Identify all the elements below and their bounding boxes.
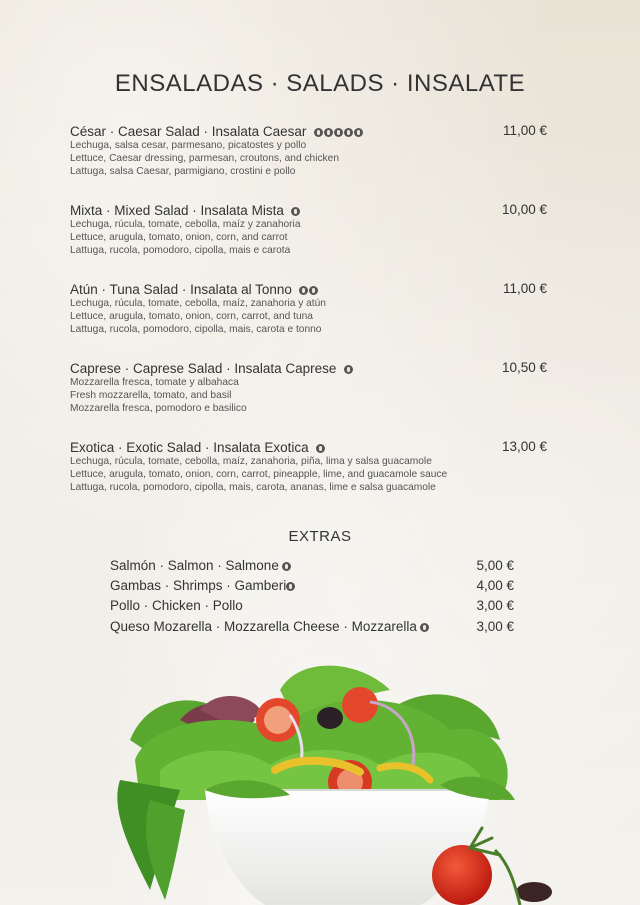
extra-item-name: Gambas · Shrimps · Gamberi [110, 578, 287, 593]
allergen-icons [420, 620, 430, 635]
menu-item-atun [70, 281, 550, 336]
allergen-icon [324, 128, 333, 137]
description-es: Lechuga, salsa cesar, parmesano, picatostes y pollo [70, 140, 307, 151]
menu-item-exotica [70, 439, 550, 494]
description-en: Lettuce, Caesar dressing, parmesan, croutons, and chicken [70, 153, 339, 164]
menu-item-price: 10,00 € [501, 202, 547, 217]
allergen-icons [291, 203, 301, 221]
description-es: Mozzarella fresca, tomate y albahaca [70, 377, 239, 388]
menu-item-name: César · Caesar Salad · Insalata Caesar [70, 124, 307, 139]
allergen-icon [286, 582, 295, 591]
extra-item-salmon [110, 558, 514, 576]
extra-item-price: 5,00 € [476, 558, 514, 573]
extra-item-price: 3,00 € [476, 619, 514, 634]
allergen-icon [334, 128, 343, 137]
menu-item-price: 10,50 € [501, 360, 547, 375]
description-en: Lettuce, arugula, tomato, onion, corn, carrot, and tuna [70, 311, 313, 322]
menu-item-name: Exotica · Exotic Salad · Insalata Exotica [70, 440, 309, 455]
allergen-icons [344, 361, 354, 379]
allergen-icon [316, 444, 325, 453]
allergen-icons [286, 579, 296, 594]
allergen-icon [354, 128, 363, 137]
extra-item-name: Pollo · Chicken · Pollo [110, 598, 243, 613]
extra-item-gambas [110, 578, 514, 596]
page-title: ENSALADAS · SALADS · INSALATE [114, 70, 526, 97]
menu-item-mixta [70, 202, 550, 257]
extra-item-name: Salmón · Salmon · Salmone [110, 558, 279, 573]
menu-item-price: 11,00 € [502, 123, 547, 138]
description-it: Lattuga, rucola, pomodoro, cipolla, mais, carota, ananas, lime e salsa guacamole [70, 482, 436, 493]
menu-item-price: 11,00 € [502, 281, 547, 296]
description-es: Lechuga, rúcula, tomate, cebolla, maíz, zanahoria y atún [70, 298, 326, 309]
menu-item-name: Mixta · Mixed Salad · Insalata Mista [70, 203, 284, 218]
description-en: Lettuce, arugula, tomato, onion, corn, and carrot [70, 232, 288, 243]
allergen-icon [420, 623, 429, 632]
salad-bowl-image [0, 650, 640, 905]
allergen-icon [344, 128, 353, 137]
menu-item-price: 13,00 € [501, 439, 547, 454]
allergen-icon [291, 207, 300, 216]
allergen-icon [309, 286, 318, 295]
description-es: Lechuga, rúcula, tomate, cebolla, maíz y zanahoria [70, 219, 301, 230]
description-en: Lettuce, arugula, tomato, onion, corn, carrot, pineapple, lime, and guacamole sauce [70, 469, 448, 480]
allergen-icons [299, 282, 319, 300]
menu-item-caprese [70, 360, 550, 415]
menu-item-name: Atún · Tuna Salad · Insalata al Tonno [70, 282, 292, 297]
allergen-icon [344, 365, 353, 374]
allergen-icon [282, 562, 291, 571]
description-it: Lattuga, rucola, pomodoro, cipolla, mais e carota [70, 245, 291, 256]
extra-item-price: 4,00 € [476, 578, 514, 593]
description-it: Mozzarella fresca, pomodoro e basilico [70, 403, 247, 414]
extra-item-queso [110, 619, 514, 637]
allergen-icons [316, 440, 326, 458]
allergen-icon [314, 128, 323, 137]
extra-item-name: Queso Mozarella · Mozzarella Cheese · Mozzarella [110, 619, 417, 634]
extras-title: EXTRAS [288, 528, 352, 545]
description-it: Lattuga, salsa Caesar, parmigiano, crostini e pollo [70, 166, 296, 177]
allergen-icons [282, 559, 292, 574]
description-it: Lattuga, rucola, pomodoro, cipolla, mais, carota e tonno [70, 324, 322, 335]
description-es: Lechuga, rúcula, tomate, cebolla, maíz, zanahoria, piña, lima y salsa guacamole [70, 456, 432, 467]
allergen-icons [314, 124, 364, 142]
allergen-icon [299, 286, 308, 295]
description-en: Fresh mozzarella, tomato, and basil [70, 390, 232, 401]
menu-item-cesar [70, 123, 550, 178]
extra-item-pollo [110, 598, 514, 616]
menu-item-name: Caprese · Caprese Salad · Insalata Caprese [70, 361, 337, 376]
extra-item-price: 3,00 € [476, 598, 514, 613]
